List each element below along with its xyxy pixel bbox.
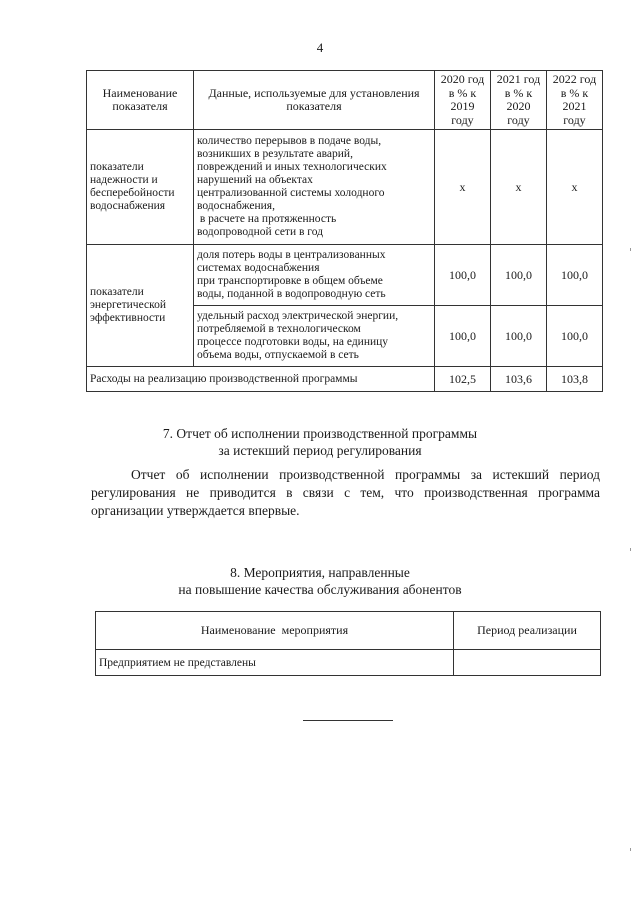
cell-line: централизованной системы холодного <box>197 187 385 199</box>
cell-line: объема воды, отпускаемой в сеть <box>197 349 359 361</box>
table-row-energy-losses <box>87 245 603 306</box>
measures-header-name: Наименование мероприятия <box>96 612 454 650</box>
header-2020-line: году <box>451 112 474 127</box>
header-2022-line: году <box>563 112 586 127</box>
header-2022-line: 2021 <box>562 99 587 113</box>
header-2022-cell <box>547 71 603 130</box>
energy-losses-2022-value: 100,0 <box>547 245 603 306</box>
header-2022-line: 2022 год <box>552 72 597 86</box>
section7-title-line: 7. Отчет об исполнении производственной программы <box>162 426 478 441</box>
cell-line: нарушений на объектах <box>197 174 313 186</box>
cell-line: водоснабжения <box>90 200 166 212</box>
energy-consumption-data-cell <box>194 306 435 367</box>
cell-line: при транспортировке в общем объеме <box>197 275 383 287</box>
header-2020-line: 2020 год <box>440 72 485 86</box>
section8-title <box>0 564 640 598</box>
cell-line: водоснабжения, <box>197 200 275 212</box>
section7-title-line: за истекший период регулирования <box>218 443 422 458</box>
table-row-reliability <box>87 130 603 245</box>
table-row-expenses <box>87 367 603 392</box>
cell-line: в расчете на протяженность <box>197 213 337 225</box>
cell-line: возникших в результате аварий, <box>197 148 353 160</box>
header-data-line: показателя <box>286 99 342 113</box>
cell-line: показатели <box>90 161 144 173</box>
table-row <box>96 650 601 676</box>
expenses-2020-value: 102,5 <box>435 367 491 392</box>
cell-line: количество перерывов в подаче воды, <box>197 135 382 147</box>
energy-losses-2021-value: 100,0 <box>491 245 547 306</box>
measures-table <box>95 611 601 676</box>
reliability-2021-value: х <box>491 130 547 245</box>
page-number: 4 <box>316 40 324 55</box>
energy-name-cell <box>87 245 194 367</box>
reliability-data-cell <box>194 130 435 245</box>
header-2020-cell <box>435 71 491 130</box>
header-2021-line: в % к <box>504 85 533 100</box>
energy-consumption-2020-value: 100,0 <box>435 306 491 367</box>
cell-line: бесперебойности <box>90 187 175 199</box>
energy-losses-2020-value: 100,0 <box>435 245 491 306</box>
reliability-name-cell <box>87 130 194 245</box>
expenses-2022-value: 103,8 <box>547 367 603 392</box>
cell-line: надежности и <box>90 174 158 186</box>
header-2021-cell <box>491 71 547 130</box>
measures-row-name: Предприятием не представлены <box>96 650 454 676</box>
section7-title <box>0 425 640 459</box>
measures-row-period <box>454 650 601 676</box>
header-2020-line: 2019 <box>450 99 475 113</box>
cell-line: удельный расход электрической энергии, <box>197 310 399 322</box>
indicators-table <box>86 70 603 392</box>
energy-losses-data-cell <box>194 245 435 306</box>
expenses-2021-value: 103,6 <box>491 367 547 392</box>
section8-title-line: 8. Мероприятия, направленные <box>230 565 410 580</box>
header-2020-line: в % к <box>448 85 477 100</box>
reliability-2022-value: х <box>547 130 603 245</box>
header-2021-line: году <box>507 112 530 127</box>
cell-line: водопроводной сети в год <box>197 226 323 238</box>
measures-header-row <box>96 612 601 650</box>
cell-line: системах водоснабжения <box>197 262 320 274</box>
header-data-line: Данные, используемые для установления <box>208 85 420 100</box>
energy-consumption-2022-value: 100,0 <box>547 306 603 367</box>
indicators-header-row <box>87 71 603 130</box>
header-2021-line: 2021 год <box>496 72 541 86</box>
header-2022-line: в % к <box>560 85 589 100</box>
expenses-name-cell: Расходы на реализацию производственной программы <box>87 367 435 392</box>
scan-mark <box>630 248 631 251</box>
scan-mark <box>630 548 631 551</box>
cell-line: повреждений и иных технологических <box>197 161 387 173</box>
header-name-line: показателя <box>112 99 168 113</box>
cell-line: эффективности <box>90 312 166 324</box>
cell-line: процессе подготовки воды, на единицу <box>197 336 389 348</box>
section7-text: Отчет об исполнении производственной программы за истекший период регулирования не приводится в связи с тем, что производственная программа организации утверждается впервые. <box>91 467 600 518</box>
header-name-cell <box>87 71 194 130</box>
section8-title-line: на повышение качества обслуживания абонентов <box>178 582 462 597</box>
header-2021-line: 2020 <box>506 99 531 113</box>
energy-consumption-2021-value: 100,0 <box>491 306 547 367</box>
cell-line: показатели <box>90 286 144 298</box>
reliability-2020-value: х <box>435 130 491 245</box>
cell-line: воды, поданной в водопроводную сеть <box>197 288 386 300</box>
scan-mark <box>630 848 631 851</box>
closing-line <box>303 720 393 721</box>
cell-line: доля потерь воды в централизованных <box>197 249 386 261</box>
cell-line: энергетической <box>90 299 166 311</box>
header-data-cell <box>194 71 435 130</box>
cell-line: потребляемой в технологическом <box>197 323 361 335</box>
measures-header-period: Период реализации <box>454 612 601 650</box>
header-name-line: Наименование <box>102 85 178 100</box>
